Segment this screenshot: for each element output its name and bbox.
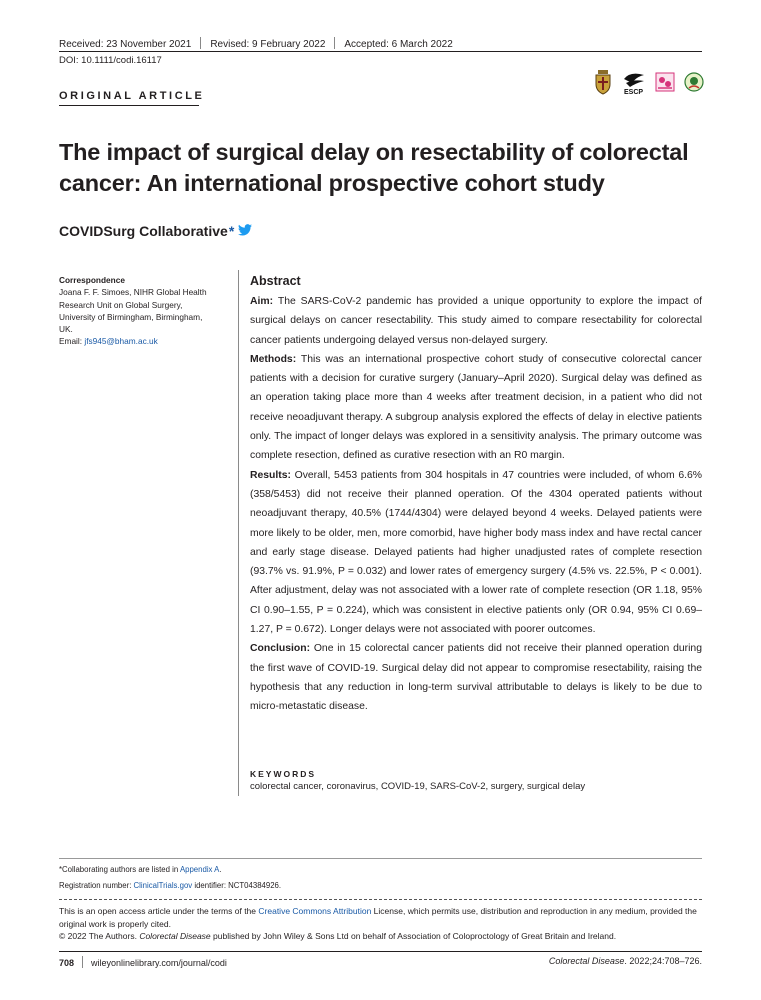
license-pre: This is an open access article under the terms of the bbox=[59, 906, 259, 916]
article-type-underline bbox=[59, 105, 199, 106]
clinicaltrials-link[interactable]: ClinicalTrials.gov bbox=[133, 881, 193, 890]
copyright-line bbox=[59, 931, 616, 941]
conclusion-text: One in 15 colorectal cancer patients did not receive their planned operation during the first wave of COVID-19. Surgical delay did not appear to compromise resectability, raising the hypothesis that any reduction in long-term survival attributable to delays is likely to be due to micro-metastatic disease. bbox=[250, 643, 702, 713]
copy-journal: Colorectal Disease bbox=[139, 931, 211, 941]
escp-logo bbox=[622, 68, 646, 96]
keywords-label: KEYWORDS bbox=[250, 769, 317, 779]
keywords-list: colorectal cancer, coronavirus, COVID-19, SARS-CoV-2, surgery, surgical delay bbox=[250, 781, 586, 792]
abstract-results bbox=[250, 466, 702, 640]
article-history bbox=[59, 37, 453, 50]
title-line-1: The impact of surgical delay on resectability of colorectal bbox=[59, 139, 689, 165]
green-society-logo bbox=[684, 68, 704, 96]
conclusion-label: Conclusion: bbox=[250, 643, 311, 655]
license-post: License, which permits use, distribution and reproduction in any medium, provided the original work is properly cited. bbox=[59, 906, 697, 929]
appendix-link[interactable]: Appendix A bbox=[179, 865, 220, 874]
correspondence-line-1: Joana F. F. Simoes, NIHR Global Health bbox=[59, 287, 207, 298]
methods-text: This was an international prospective cohort study of consecutive colorectal cancer patients with a decision for curative surgery (January–April 2020). Surgical delay was defined as an operation taking place more than 4 weeks after treatment decision, in a patient who did not receive neoadjuvant therapy. A subgroup analysis explored the effects of delay in elective patients only. The impact of longer delays was explored in a sensitivity analysis. The primary outcome was complete resection, defined as curative resection with an R0 margin. bbox=[250, 353, 703, 462]
accepted-date: Accepted: 6 March 2022 bbox=[344, 39, 453, 50]
author-name[interactable]: COVIDSurg Collaborative bbox=[59, 223, 228, 239]
abstract-body bbox=[250, 292, 702, 717]
pink-society-logo bbox=[655, 68, 675, 96]
abstract-conclusion bbox=[250, 639, 702, 716]
aim-text: The SARS-CoV-2 pandemic has provided a unique opportunity to explore the impact of surgical delays on cancer resectability. This study aimed to compare resectability for colorectal cancer patients undergoing delayed versus non-delayed surgery. bbox=[250, 296, 702, 346]
footer-rule bbox=[59, 951, 702, 952]
license-dashed-rule bbox=[59, 899, 702, 900]
aim-label: Aim: bbox=[250, 296, 274, 307]
results-text: Overall, 5453 patients from 304 hospitals in 47 countries were included, of whom 6.6% (358/5453) did not receive their planned operation. Of the 4304 operated patients without neoadjuvant therapy, 40.5% (1744/4304) were delayed beyond 4 weeks. Delayed patients were more likely to be older, men, more comorbid, have higher body mass index and have rectal cancer and early stage disease. Delayed patients had higher unadjusted rates of complete resection (93.7% vs. 91.9%, P = 0.032) and lower rates of emergency surgery (4.5% vs. 22.5%, P < 0.001). After adjustment, delay was not associated with a lower rate of complete resection (OR 1.18, 95% CI 0.90–1.55, P = 0.224), which was consistent in elective patients only (OR 0.94, 95% CI 0.69–1.27, P = 0.672). Longer delays were not associated with poorer outcomes. bbox=[250, 469, 703, 636]
page-footer bbox=[59, 956, 702, 968]
revised-date: Revised: 9 February 2022 bbox=[210, 39, 326, 50]
email-label: Email: bbox=[59, 336, 85, 347]
escp-logo-text: ESCP bbox=[624, 89, 644, 95]
reg-pre: Registration number: bbox=[59, 881, 134, 890]
doi[interactable]: DOI: 10.1111/codi.16117 bbox=[59, 55, 162, 66]
copy-pre: © 2022 The Authors. bbox=[59, 931, 140, 941]
license-notice bbox=[59, 905, 702, 930]
author-footnote-mark[interactable]: * bbox=[228, 223, 235, 239]
received-date: Received: 23 November 2021 bbox=[59, 39, 192, 50]
correspondence-block bbox=[59, 274, 229, 348]
citation bbox=[549, 956, 702, 966]
twitter-icon[interactable] bbox=[238, 223, 252, 239]
citation-text: . 2022;24:708–726. bbox=[624, 956, 702, 966]
collaborators-footnote bbox=[59, 865, 222, 874]
title-line-2: cancer: An international prospective cohort study bbox=[59, 170, 605, 196]
email-link[interactable]: jfs945@bham.ac.uk bbox=[84, 336, 158, 347]
collab-post: . bbox=[219, 865, 222, 874]
correspondence-email-line bbox=[59, 335, 229, 347]
license-text bbox=[59, 905, 702, 930]
society-logos bbox=[593, 68, 704, 96]
abstract-divider bbox=[238, 270, 239, 796]
crest-logo bbox=[593, 68, 613, 96]
correspondence-line-3: University of Birmingham, Birmingham, bbox=[59, 311, 203, 322]
author-line bbox=[59, 223, 252, 239]
reg-post: identifier: NCT04384926. bbox=[192, 881, 282, 890]
page-number: 708 bbox=[59, 958, 75, 968]
abstract-methods bbox=[250, 350, 702, 466]
correspondence-label: Correspondence bbox=[59, 275, 125, 285]
journal-url[interactable]: wileyonlinelibrary.com/journal/codi bbox=[91, 958, 227, 968]
abstract-heading: Abstract bbox=[250, 274, 301, 288]
results-label: Results: bbox=[250, 469, 291, 481]
abstract-aim bbox=[250, 292, 702, 350]
header-rule bbox=[59, 51, 702, 52]
collab-pre: *Collaborating authors are listed in bbox=[59, 865, 180, 874]
correspondence-line-2: Research Unit on Global Surgery, bbox=[59, 299, 183, 310]
article-type: ORIGINAL ARTICLE bbox=[59, 90, 205, 102]
registration-footnote bbox=[59, 881, 281, 890]
methods-label: Methods: bbox=[250, 353, 297, 365]
journal-name: Colorectal Disease bbox=[548, 956, 625, 966]
footnote-rule bbox=[59, 858, 702, 859]
copy-post: published by John Wiley & Sons Ltd on behalf of Association of Coloproctology of Great Britain and Ireland. bbox=[210, 931, 617, 941]
correspondence-line-4: UK. bbox=[59, 324, 73, 335]
article-title bbox=[59, 137, 699, 199]
cc-by-link[interactable]: Creative Commons Attribution bbox=[258, 906, 372, 916]
